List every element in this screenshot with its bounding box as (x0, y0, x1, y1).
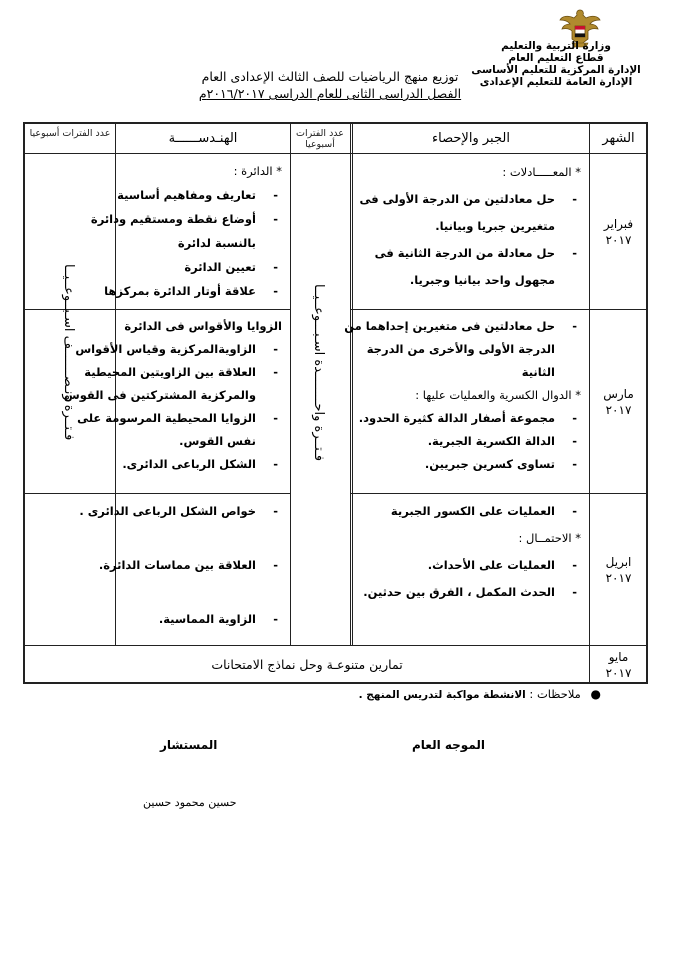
header-geometry: الهنـدســــــة (168, 131, 238, 146)
ministry-line: الإدارة المركزية للتعليم الأساسى (471, 64, 641, 76)
general-supervisor-label: الموجه العام (412, 738, 485, 752)
month-name: فبراير (603, 217, 634, 231)
notes (359, 687, 601, 701)
topic-line: - العلاقة بين الزاويتين المحيطية (123, 361, 282, 384)
row-divider (350, 493, 646, 494)
month-name: مارس (603, 387, 634, 401)
row-divider (25, 493, 290, 494)
ministry-line: قطاع التعليم العام (508, 52, 604, 64)
row-divider (25, 153, 646, 154)
algebra-cell (353, 495, 589, 645)
topic-line: - تعيين الدائرة (123, 255, 282, 279)
advisor-name: حسين محمود حسين (143, 796, 237, 809)
title-line-1: توزيع منهج الرياضيات للصف الثالث الإعدادى العام (201, 69, 459, 84)
exercises-cell: تمارين متنوعـة وحل نماذج الامتحانات (211, 657, 403, 672)
row-divider (350, 309, 646, 310)
col-divider (290, 124, 291, 645)
curriculum-table (23, 122, 648, 684)
header-month: الشهر (602, 131, 635, 146)
topic-line: - علاقة أوتار الدائرة بمركزها (123, 279, 282, 303)
ministry-line: الإدارة العامة للتعليم الإعدادى (479, 76, 633, 88)
topic-line: - أوضاع نقطة ومستقيم ودائرة (123, 207, 282, 231)
month-name: مايو (608, 649, 629, 664)
ministry-line: وزارة التربية والتعليم (501, 40, 611, 52)
month-cell (591, 647, 646, 682)
section-heading: * الدائرة : (233, 164, 282, 178)
header-algebra: الجبر والإحصاء (432, 131, 510, 146)
topic-line: - تساوى كسرين جبريين. (359, 453, 581, 476)
topic-line: بالنسبة لدائرة (177, 236, 256, 250)
month-name: ابريل (605, 555, 632, 569)
geometry-cell (79, 495, 290, 645)
algebra-cell (344, 311, 589, 493)
topic-line: - العلاقة بين مماسات الدائرة. (123, 553, 282, 577)
section-heading: * الاحتمــال : (518, 531, 581, 545)
notes-label: ملاحظات : (529, 687, 581, 701)
topic-line: - حل معادلتين من الدرجة الأولى فى (359, 186, 581, 213)
header-periods-algebra: عدد الفترات أسبوعيا (296, 128, 344, 150)
section-heading: * المعـــــادلات : (502, 165, 581, 179)
title-line-2: الفصل الدراسى الثانى للعام الدراسى ٢٠١٦/٢٠١٧م (198, 86, 462, 101)
month-year: ٢٠١٧ (605, 571, 632, 585)
topic-line: - الزاوية المماسية. (123, 607, 282, 631)
topic-line: الثانية (521, 365, 555, 379)
topic-line: متغيرين جبريا وبيانيا. (435, 219, 555, 233)
document-header (0, 0, 679, 115)
header-periods-geometry: عدد الفترات أسبوعيا (29, 128, 111, 139)
topic-line: - مجموعة أصفار الدالة كثيرة الحدود. (359, 407, 581, 430)
periods-algebra-vertical: فـتــرة واحــــــــدة اسـبـــوعــيــا (311, 284, 326, 462)
topic-line: الدرجة الأولى والأخرى من الدرجة (366, 342, 555, 356)
section-heading: * الدوال الكسرية والعمليات عليها : (415, 388, 581, 402)
topic-line: - الشكل الرباعى الدائرى. (123, 453, 282, 476)
month-cell (591, 495, 646, 645)
document-title (180, 68, 480, 102)
month-year: ٢٠١٧ (605, 403, 632, 417)
topic-line: - خواص الشكل الرباعى الدائرى . (123, 499, 282, 523)
topic-line: مجهول واحد بيانيا وجبريا. (409, 273, 555, 287)
geometry-cell (90, 155, 290, 309)
topic-line: - حل معادلتين فى متغيرين إحداهما من (359, 315, 581, 338)
topic-line: - الدالة الكسرية الجبرية. (359, 430, 581, 453)
month-cell (591, 311, 646, 493)
topic-line: والمركزية المشتركتين فى القوس (63, 388, 256, 402)
topic-line: - العمليات على الأحداث. (359, 553, 581, 577)
col-divider (589, 124, 590, 682)
row-divider (25, 645, 646, 646)
algebra-cell (353, 155, 589, 309)
topic-line: - الزاويةالمركزية وقياس الأقواس (123, 338, 282, 361)
month-year: ٢٠١٧ (605, 233, 632, 247)
notes-text: الانشطة مواكبة لتدريس المنهج . (358, 689, 526, 701)
topic-line: - العمليات على الكسور الجبرية (359, 499, 581, 523)
topic-line: - الحدث المكمل ، الفرق بين حدثين. (359, 580, 581, 604)
topic-line: - حل معادلة من الدرجة الثانية فى (359, 240, 581, 267)
topic-line: - الزوايا المحيطية المرسومة على (123, 407, 282, 430)
month-year: ٢٠١٧ (605, 665, 632, 680)
topic-line: - تعاريف ومفاهيم أساسية (123, 183, 282, 207)
topic-line: الزوايا والأقواس فى الدائرة (124, 319, 282, 333)
periods-geometry-vertical: فـتــرة ونـصـــــــف اسـبــوعــيــا (61, 264, 76, 441)
month-cell (591, 155, 646, 309)
topic-line: نفس القوس. (179, 434, 256, 448)
bullet-icon: ● (590, 687, 601, 701)
advisor-label: المستشار (160, 738, 218, 752)
